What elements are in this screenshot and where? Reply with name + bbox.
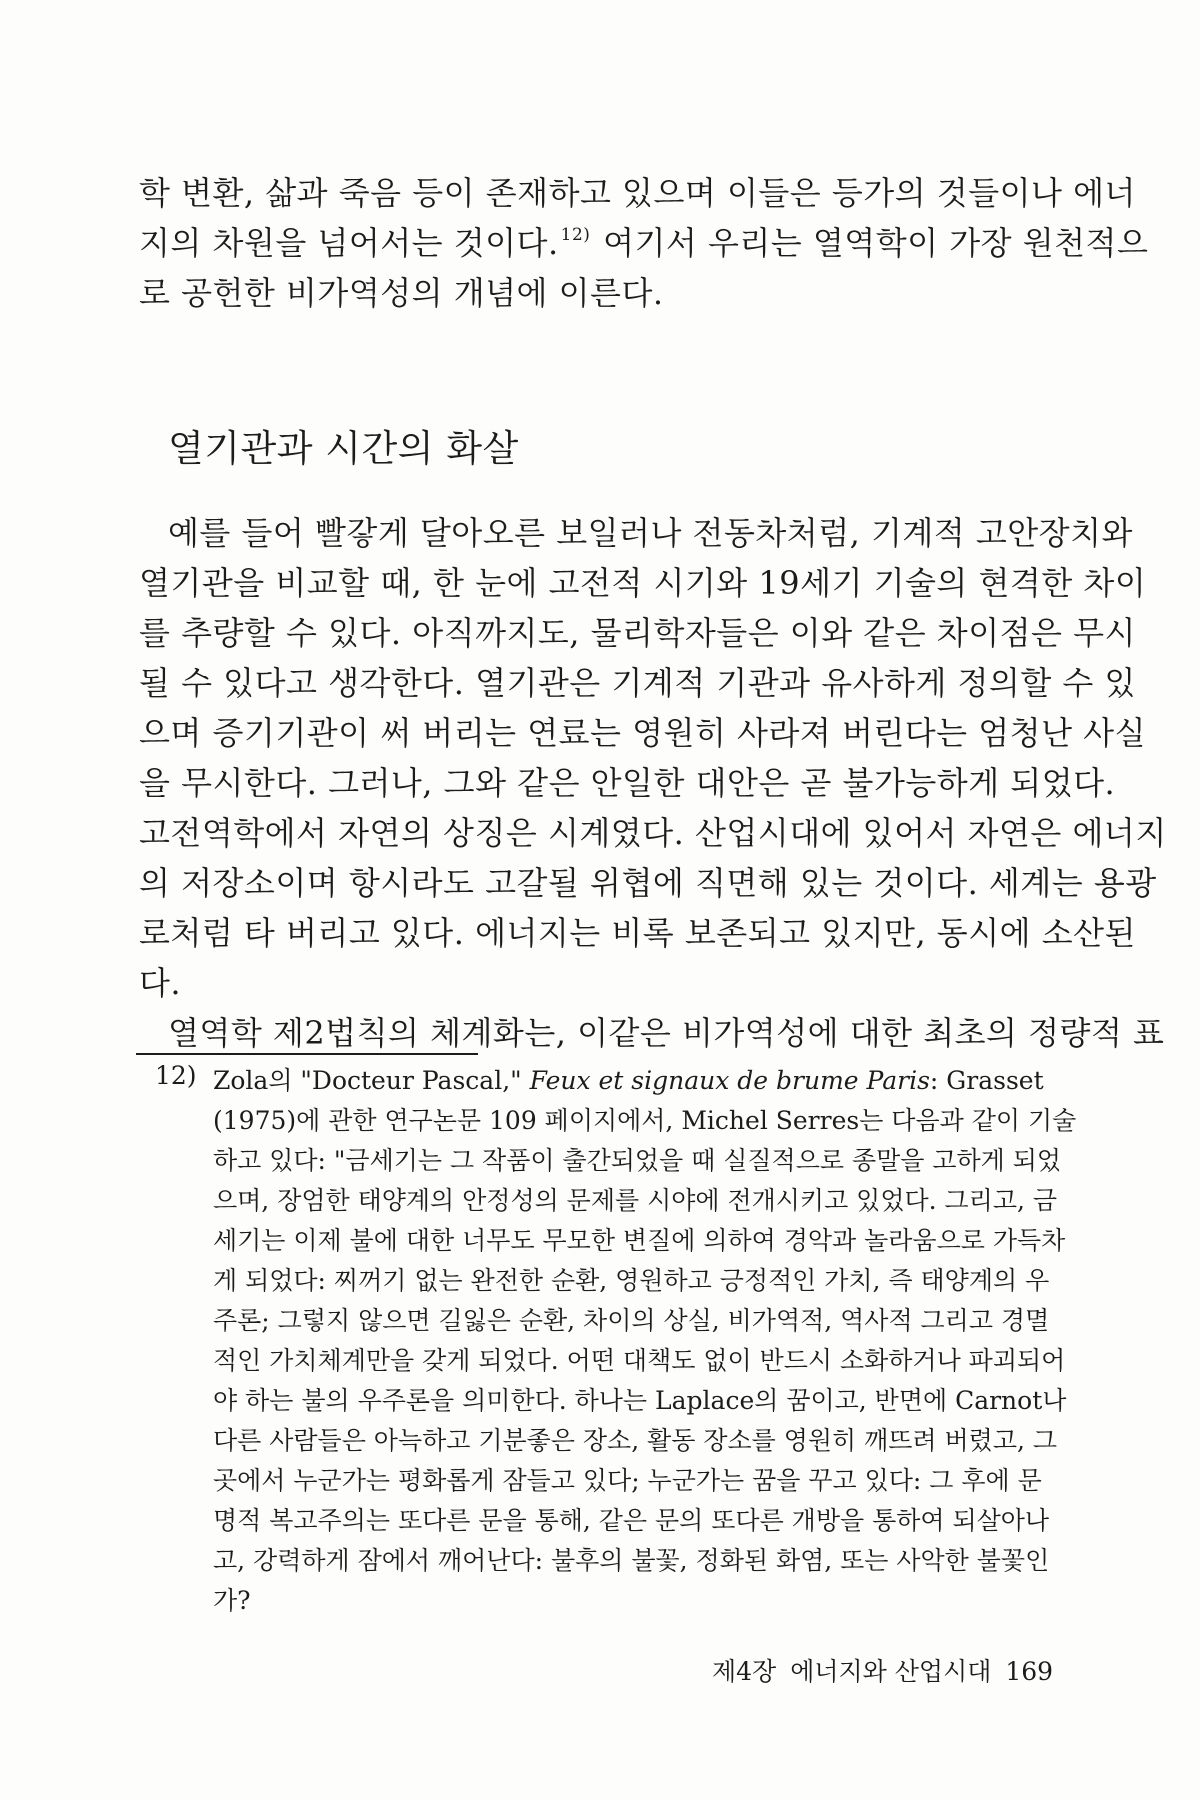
section-heading: 열기관과 시간의 화살: [168, 427, 519, 470]
footnote-text: Zola의 "Docteur Pascal,": [213, 1066, 530, 1095]
paragraph-line: 으며 증기기관이 써 버리는 연료는 영원히 사라져 버린다는 엄청난 사실: [139, 714, 1146, 752]
paragraph-line: 다.: [139, 964, 182, 1002]
paragraph-line: 의 저장소이며 항시라도 고갈될 위협에 직면해 있는 것이다. 세계는 용광: [139, 864, 1157, 902]
paragraph-line: 를 추량할 수 있다. 아직까지도, 물리학자들은 이와 같은 차이점은 무시: [139, 614, 1136, 652]
paragraph-line: 열기관을 비교할 때, 한 눈에 고전적 시기와 19세기 기술의 현격한 차이: [139, 564, 1147, 602]
footnote-line: 적인 가치체계만을 갖게 되었다. 어떤 대책도 없이 반드시 소화하거나 파괴되어: [213, 1346, 1066, 1375]
footnote-line: 야 하는 불의 우주론을 의미한다. 하나는 Laplace의 꿈이고, 반면에 Carnot나: [213, 1386, 1067, 1415]
paragraph-line: 고전역학에서 자연의 상징은 시계였다. 산업시대에 있어서 자연은 에너지: [139, 814, 1167, 852]
footnote-separator: [136, 1053, 478, 1055]
text-line: 로 공헌한 비가역성의 개념에 이른다.: [139, 274, 664, 312]
footnote-line: 고, 강력하게 잠에서 깨어난다: 불후의 불꽃, 정화된 화염, 또는 사악한 불꽃인: [213, 1546, 1050, 1575]
paragraph-line: 될 수 있다고 생각한다. 열기관은 기계적 기관과 유사하게 정의할 수 있: [139, 664, 1136, 702]
chapter-label: 제4장: [712, 1657, 777, 1686]
footnote-line: 명적 복고주의는 또다른 문을 통해, 같은 문의 또다른 개방을 통하여 되살아나: [213, 1506, 1050, 1535]
footnote-line: 가?: [213, 1586, 251, 1615]
footnote-line: 다른 사람들은 아늑하고 기분좋은 장소, 활동 장소를 영원히 깨뜨려 버렸고, 그: [213, 1426, 1058, 1455]
footnote-line: 하고 있다: "금세기는 그 작품이 출간되었을 때 실질적으로 종말을 고하게 되었: [213, 1146, 1062, 1175]
footnote-line: 곳에서 누군가는 평화롭게 잠들고 있다; 누군가는 꿈을 꾸고 있다: 그 후에 문: [213, 1466, 1042, 1495]
footnote-line: 세기는 이제 불에 대한 너무도 무모한 변질에 의하여 경악과 놀라움으로 가득차: [213, 1226, 1066, 1255]
footnote-line: 으며, 장엄한 태양계의 안정성의 문제를 시야에 전개시키고 있었다. 그리고, 금: [213, 1186, 1058, 1215]
cited-title: Feux et signaux de brume Paris: [529, 1066, 930, 1095]
paragraph-line: 예를 들어 빨갛게 달아오른 보일러나 전동차처럼, 기계적 고안장치와: [168, 514, 1133, 552]
footnote-line: 게 되었다: 찌꺼기 없는 완전한 순환, 영원하고 긍정적인 가치, 즉 태양계의 우: [213, 1266, 1050, 1295]
paragraph-line: 로처럼 타 버리고 있다. 에너지는 비록 보존되고 있지만, 동시에 소산된: [139, 914, 1136, 952]
text-line: 학 변환, 삶과 죽음 등이 존재하고 있으며 이들은 등가의 것들이나 에너: [139, 174, 1136, 212]
running-footer: [712, 1652, 1067, 1688]
footnote-line: (1975)에 관한 연구논문 109 페이지에서, Michel Serres는 다음과 같이 기술: [213, 1106, 1077, 1135]
page-number: 169: [1005, 1657, 1054, 1686]
footnote-reference: 12): [560, 225, 591, 245]
text-fragment: 여기서 우리는 열역학이 가장 원천적으: [603, 224, 1149, 262]
footnote-text: : Grasset: [929, 1066, 1044, 1095]
paragraph-line: 을 무시한다. 그러나, 그와 같은 안일한 대안은 곧 불가능하게 되었다.: [139, 764, 1116, 802]
text-fragment: 지의 차원을 넘어서는 것이다.: [139, 224, 559, 262]
footnote-line: 주론; 그렇지 않으면 길잃은 순환, 차이의 상실, 비가역적, 역사적 그리고 경멸: [213, 1306, 1050, 1335]
footnote-number: 12): [155, 1061, 197, 1090]
text-line: [139, 218, 1148, 264]
footnote-line: [213, 1061, 1044, 1097]
paragraph-line: 열역학 제2법칙의 체계화는, 이같은 비가역성에 대한 최초의 정량적 표: [168, 1014, 1165, 1052]
chapter-title: 에너지와 산업시대: [790, 1657, 992, 1686]
